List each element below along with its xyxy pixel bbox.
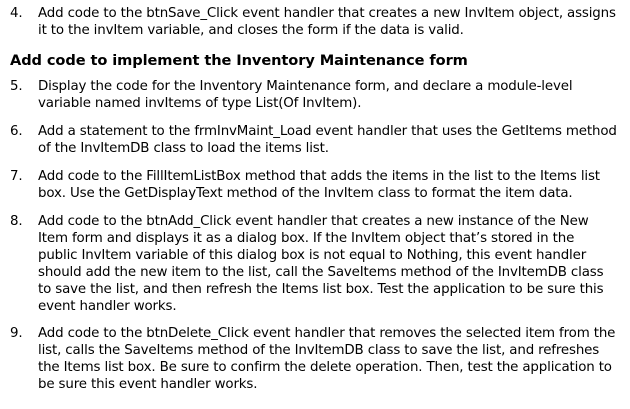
step-number: 4. <box>10 6 23 21</box>
step-text <box>38 5 628 39</box>
step-line: to save the list, and then refresh the Items list box. Test the application to be sure this <box>38 282 604 297</box>
step-text <box>38 325 628 393</box>
step-number: 7. <box>10 169 23 184</box>
step-number: 9. <box>10 326 23 341</box>
step-line: Add code to the btnSave_Click event handler that creates a new InvItem object, assigns <box>38 6 616 21</box>
step-line: Item form and displays it as a dialog box. If the InvItem object that’s stored in the <box>38 231 575 246</box>
step-line: it to the invItem variable, and closes the form if the data is valid. <box>38 23 464 38</box>
section-heading: Add code to implement the Inventory Maintenance form <box>10 52 468 69</box>
step-line: Add code to the btnDelete_Click event handler that removes the selected item from the <box>38 326 616 341</box>
step-line: the Items list box. Be sure to confirm the delete operation. Then, test the application to <box>38 360 612 375</box>
step-text <box>38 168 628 202</box>
step-number: 5. <box>10 79 23 94</box>
step-line: list, calls the SaveItems method of the InvItemDB class to save the list, and refreshes <box>38 343 600 358</box>
step-line: of the InvItemDB class to load the items list. <box>38 141 329 156</box>
step-line: be sure this event handler works. <box>38 377 258 392</box>
step-line: box. Use the GetDisplayText method of the InvItem class to format the item data. <box>38 186 573 201</box>
step-line: variable named invItems of type List(Of InvItem). <box>38 96 362 111</box>
step-number: 6. <box>10 124 23 139</box>
step-line: Add code to the FillItemListBox method that adds the items in the list to the Items list <box>38 169 600 184</box>
step-number: 8. <box>10 214 23 229</box>
step-line: Add a statement to the frmInvMaint_Load event handler that uses the GetItems method <box>38 124 617 139</box>
step-line: should add the new item to the list, call the SaveItems method of the InvItemDB class <box>38 265 604 280</box>
step-text <box>38 213 628 315</box>
step-line: Add code to the btnAdd_Click event handler that creates a new instance of the New <box>38 214 589 229</box>
step-line: public InvItem variable of this dialog box is not equal to Nothing, this event handler <box>38 248 587 263</box>
step-line: event handler works. <box>38 299 177 314</box>
step-text <box>38 78 628 112</box>
step-text <box>38 123 628 157</box>
step-line: Display the code for the Inventory Maintenance form, and declare a module-level <box>38 79 573 94</box>
